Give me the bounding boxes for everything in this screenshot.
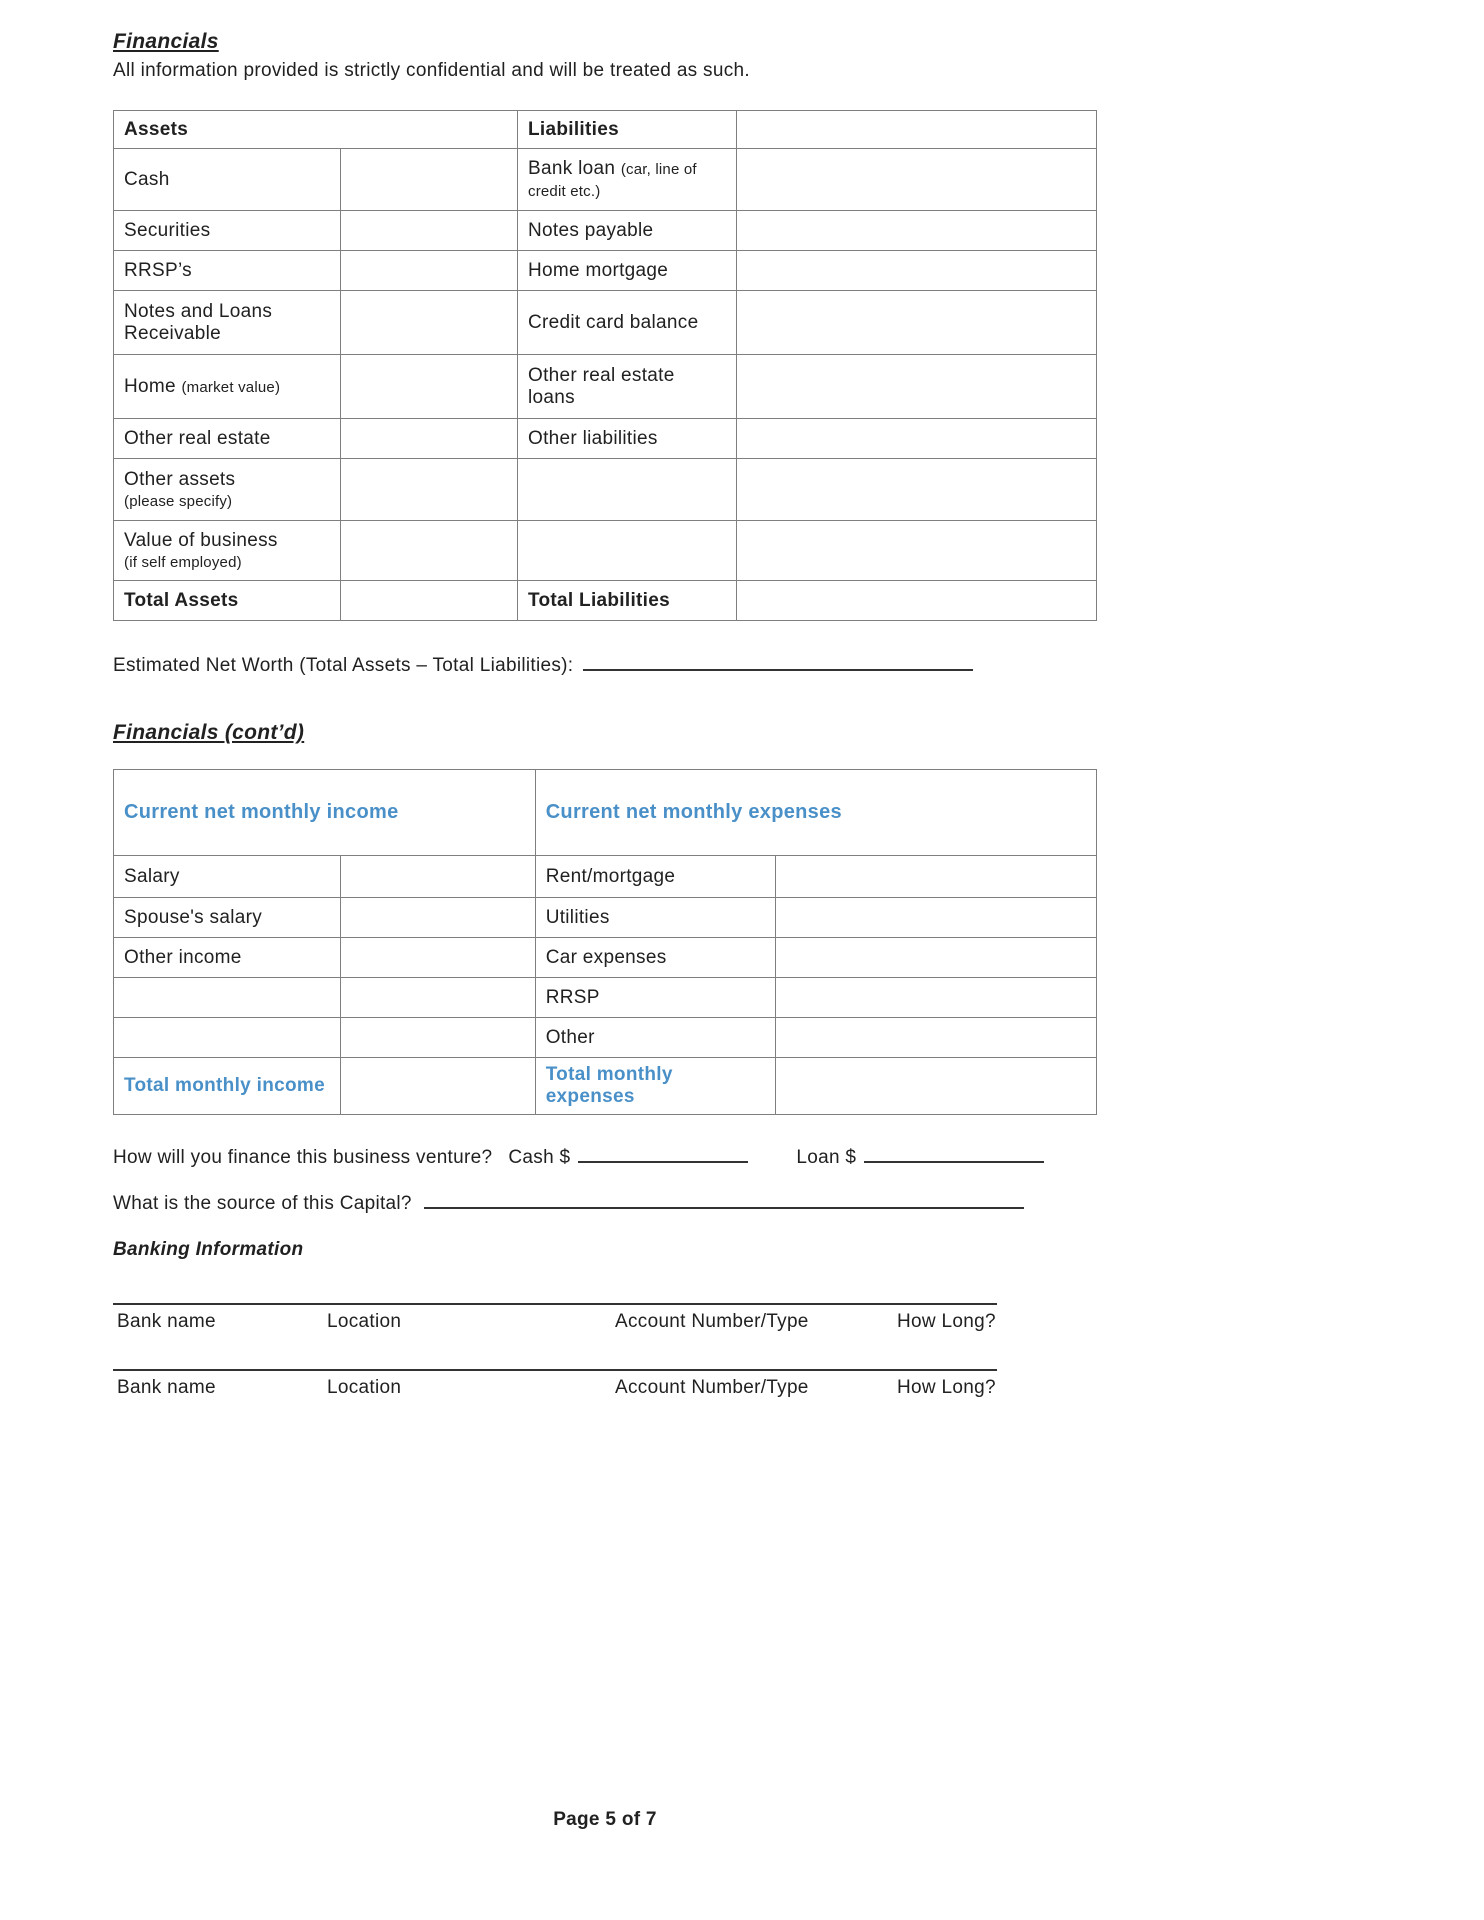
table-row (114, 291, 1097, 355)
expense-label-cell (535, 856, 775, 898)
asset-value-cell[interactable] (341, 291, 518, 355)
asset-label-cell (114, 211, 341, 251)
asset-label-cell (114, 291, 341, 355)
income-value-cell[interactable] (341, 938, 536, 978)
table-row (114, 898, 1097, 938)
asset-label-cell (114, 521, 341, 581)
income-label-cell (114, 898, 341, 938)
asset-label-cell (114, 355, 341, 419)
table-row (114, 355, 1097, 419)
liability-value-cell[interactable] (737, 521, 1097, 581)
liability-label-cell (518, 149, 737, 211)
asset-subnote: (if self employed) (124, 554, 242, 571)
table-header-row (114, 770, 1097, 856)
income-label: Other income (124, 946, 242, 968)
total-expenses-label: Total monthly expenses (535, 1058, 775, 1115)
liability-label: Other liabilities (528, 427, 658, 449)
banking-information-heading: Banking Information (113, 1239, 304, 1261)
table-row (114, 856, 1097, 898)
liability-value-cell[interactable] (737, 459, 1097, 521)
total-assets-value-cell[interactable] (341, 581, 518, 621)
table-row (114, 149, 1097, 211)
expense-label-cell (535, 1018, 775, 1058)
monthly-income-expenses-table (113, 769, 1097, 1115)
confidentiality-note: All information provided is strictly confidential and will be treated as such. (113, 60, 750, 81)
asset-value-cell[interactable] (341, 149, 518, 211)
asset-label: Notes and Loans Receivable (124, 300, 273, 344)
expense-value-cell[interactable] (775, 978, 1096, 1018)
table-header-row (114, 111, 1097, 149)
assets-liabilities-table (113, 110, 1097, 621)
liability-label-cell (518, 211, 737, 251)
table-row (114, 419, 1097, 459)
liability-value-cell[interactable] (737, 355, 1097, 419)
liability-value-cell[interactable] (737, 211, 1097, 251)
total-income-value-cell[interactable] (341, 1058, 536, 1115)
how-long-label: How Long? (897, 1311, 996, 1333)
page-number: Page 5 of 7 (553, 1809, 657, 1831)
table-row (114, 521, 1097, 581)
income-value-cell[interactable] (341, 978, 536, 1018)
table-totals-row (114, 581, 1097, 621)
liability-value-cell[interactable] (737, 419, 1097, 459)
total-liabilities-label: Total Liabilities (518, 581, 737, 621)
table-row (114, 211, 1097, 251)
loan-input-line[interactable] (864, 1147, 1044, 1163)
liability-label: Home mortgage (528, 259, 669, 281)
capital-question: What is the source of this Capital? (113, 1193, 412, 1215)
location-label: Location (327, 1311, 402, 1333)
income-value-cell[interactable] (341, 898, 536, 938)
income-label-cell (114, 978, 341, 1018)
asset-label-cell (114, 149, 341, 211)
net-worth-input-line[interactable] (583, 655, 973, 671)
liability-label: Bank loan (528, 157, 616, 179)
total-expenses-value-cell[interactable] (775, 1058, 1096, 1115)
asset-label-cell (114, 251, 341, 291)
finance-question: How will you finance this business venture? (113, 1147, 493, 1169)
section-heading-financials-contd: Financials (cont’d) (113, 721, 305, 745)
cash-label: Cash $ (508, 1147, 571, 1169)
expense-label: Other (545, 1026, 595, 1048)
asset-label: Other real estate (124, 427, 271, 449)
asset-subnote: (please specify) (124, 493, 233, 510)
table-row (114, 459, 1097, 521)
capital-question-line (113, 1193, 1097, 1215)
expense-value-cell[interactable] (775, 1018, 1096, 1058)
liability-label-cell (518, 459, 737, 521)
expense-label: Rent/mortgage (545, 865, 676, 887)
assets-header: Assets (114, 111, 518, 149)
expense-label: RRSP (545, 986, 600, 1008)
total-liabilities-value-cell[interactable] (737, 581, 1097, 621)
account-number-type-label: Account Number/Type (615, 1377, 809, 1399)
liability-value-cell[interactable] (737, 149, 1097, 211)
asset-value-cell[interactable] (341, 211, 518, 251)
expense-value-cell[interactable] (775, 938, 1096, 978)
liability-label-cell (518, 419, 737, 459)
asset-note: (market value) (181, 378, 281, 396)
liability-label: Other real estate loans (528, 364, 675, 408)
expenses-header: Current net monthly expenses (535, 770, 1096, 856)
capital-input-line[interactable] (424, 1193, 1024, 1209)
expense-value-cell[interactable] (775, 898, 1096, 938)
how-long-label: How Long? (897, 1377, 996, 1399)
asset-value-cell[interactable] (341, 459, 518, 521)
asset-label: RRSP’s (124, 259, 192, 281)
asset-label: Home (124, 375, 176, 397)
liability-label-cell (518, 355, 737, 419)
expense-label-cell (535, 938, 775, 978)
table-row (114, 1018, 1097, 1058)
liability-note: (car, line of credit etc.) (528, 160, 697, 200)
bank-entry-line[interactable] (113, 1369, 997, 1401)
asset-label: Value of business (124, 530, 278, 551)
finance-question-line (113, 1147, 1097, 1169)
expense-label: Car expenses (545, 946, 667, 968)
liability-label-cell (518, 521, 737, 581)
liability-value-cell[interactable] (737, 291, 1097, 355)
asset-label: Securities (124, 219, 211, 241)
page-title: Financials (113, 30, 219, 53)
loan-label: Loan $ (796, 1147, 857, 1169)
liability-value-cell[interactable] (737, 251, 1097, 291)
asset-label-cell (114, 459, 341, 521)
asset-value-cell[interactable] (341, 521, 518, 581)
total-assets-label: Total Assets (114, 581, 341, 621)
cash-input-line[interactable] (578, 1147, 748, 1163)
expense-label: Utilities (545, 906, 610, 928)
asset-label: Cash (124, 168, 170, 190)
net-worth-label: Estimated Net Worth (Total Assets – Total Liabilities): (113, 655, 574, 677)
liabilities-header: Liabilities (518, 111, 737, 149)
asset-label-cell (114, 419, 341, 459)
location-label: Location (327, 1377, 402, 1399)
income-label-cell (114, 1018, 341, 1058)
asset-label: Other assets (124, 469, 236, 490)
table-row (114, 938, 1097, 978)
income-label: Salary (124, 865, 180, 887)
bank-entry-line[interactable] (113, 1303, 997, 1335)
bank-name-label: Bank name (117, 1311, 216, 1333)
total-income-label: Total monthly income (114, 1058, 341, 1115)
income-label: Spouse's salary (124, 906, 263, 928)
table-row (114, 978, 1097, 1018)
liability-label-cell (518, 251, 737, 291)
asset-value-cell[interactable] (341, 355, 518, 419)
income-value-cell[interactable] (341, 1018, 536, 1058)
table-totals-row (114, 1058, 1097, 1115)
expense-label-cell (535, 978, 775, 1018)
liability-label: Notes payable (528, 219, 654, 241)
table-row (114, 251, 1097, 291)
income-value-cell[interactable] (341, 856, 536, 898)
income-label-cell (114, 938, 341, 978)
liabilities-header-spacer-cell (737, 111, 1097, 149)
expense-label-cell (535, 898, 775, 938)
income-header: Current net monthly income (114, 770, 536, 856)
asset-value-cell[interactable] (341, 419, 518, 459)
net-worth-line (113, 655, 1097, 677)
liability-label: Credit card balance (528, 311, 699, 333)
bank-name-label: Bank name (117, 1377, 216, 1399)
income-label-cell (114, 856, 341, 898)
expense-value-cell[interactable] (775, 856, 1096, 898)
liability-label-cell (518, 291, 737, 355)
account-number-type-label: Account Number/Type (615, 1311, 809, 1333)
asset-value-cell[interactable] (341, 251, 518, 291)
